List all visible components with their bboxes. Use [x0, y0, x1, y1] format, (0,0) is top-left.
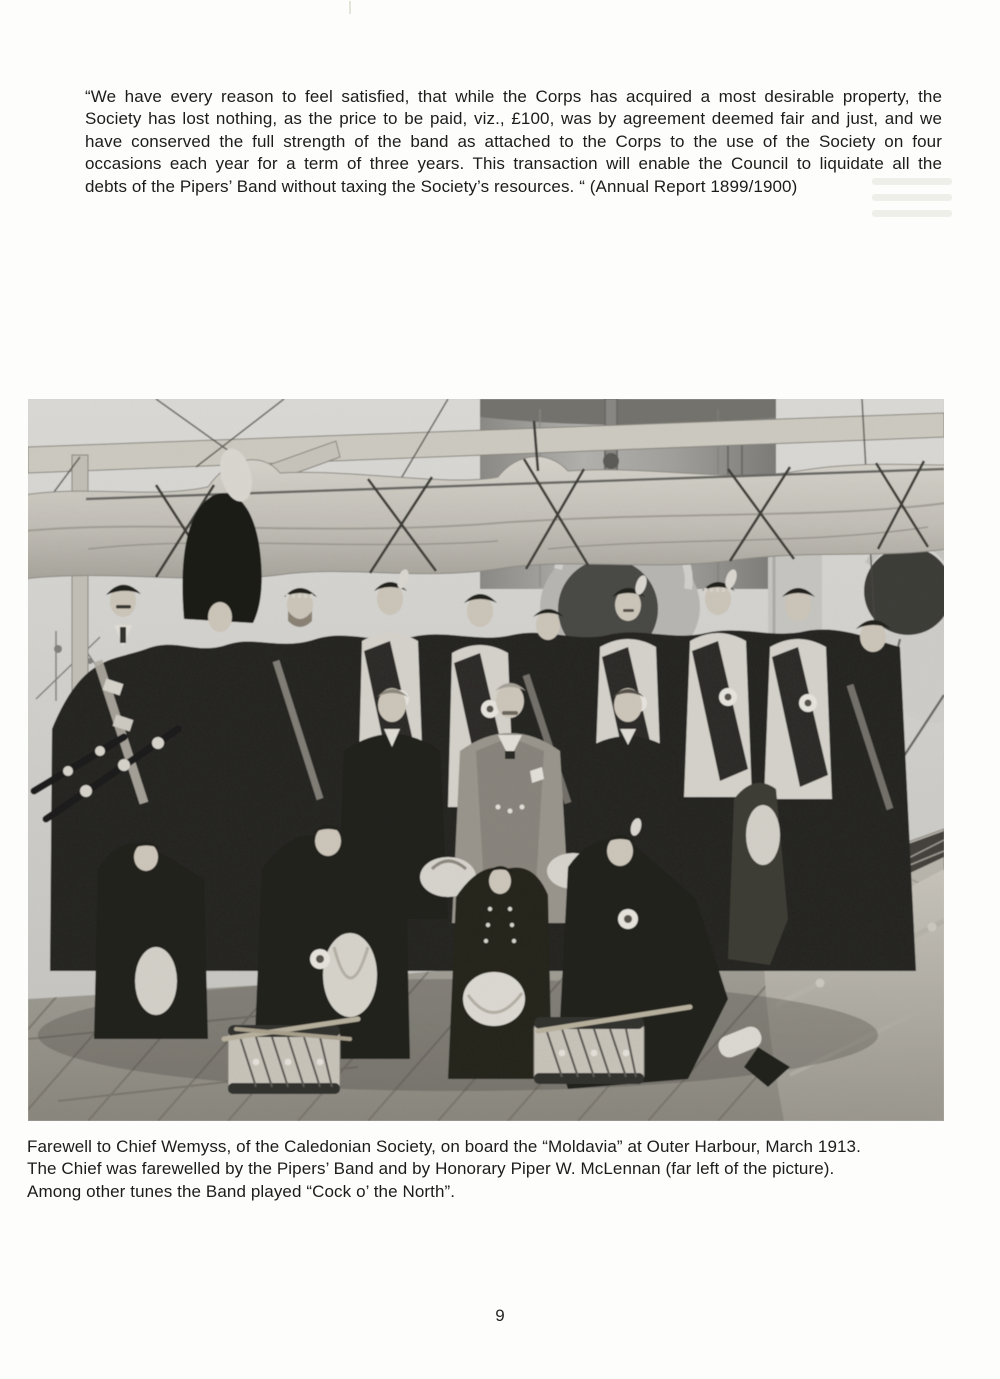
- scan-artifact: [349, 1, 351, 14]
- photo-caption: [27, 1136, 962, 1203]
- caption-line: Among other tunes the Band played “Cock o’ the North”.: [27, 1181, 456, 1201]
- photo-grain: [28, 399, 944, 1121]
- quote-line: Society has lost nothing, as the price to be paid, viz., £100, was by agreement deemed fair and just, and we: [85, 109, 942, 129]
- caption-line: The Chief was farewelled by the Pipers’ Band and by Honorary Piper W. McLennan (far left of the picture).: [27, 1159, 835, 1179]
- quote-line: debts of the Pipers’ Band without taxing the Society’s resources. “ (Annual Report 1899/1900): [85, 176, 798, 196]
- bleed-through-marks: [872, 178, 952, 226]
- quote-line: “We have every reason to feel satisfied, that while the Corps has acquired a most desirable property, the: [85, 87, 942, 106]
- caption-line: Farewell to Chief Wemyss, of the Caledonian Society, on board the “Moldavia” at Outer Harbour, March 1913.: [27, 1137, 861, 1156]
- page-number: 9: [495, 1306, 505, 1325]
- quote-line: occasions each year for a term of three years. This transaction will enable the Council to liquidate all the: [85, 154, 942, 174]
- quote-line: have conserved the full strength of the band as attached to the Corps to the use of the Society on four: [85, 131, 942, 151]
- quote-paragraph: [85, 86, 942, 198]
- photograph: [28, 399, 944, 1121]
